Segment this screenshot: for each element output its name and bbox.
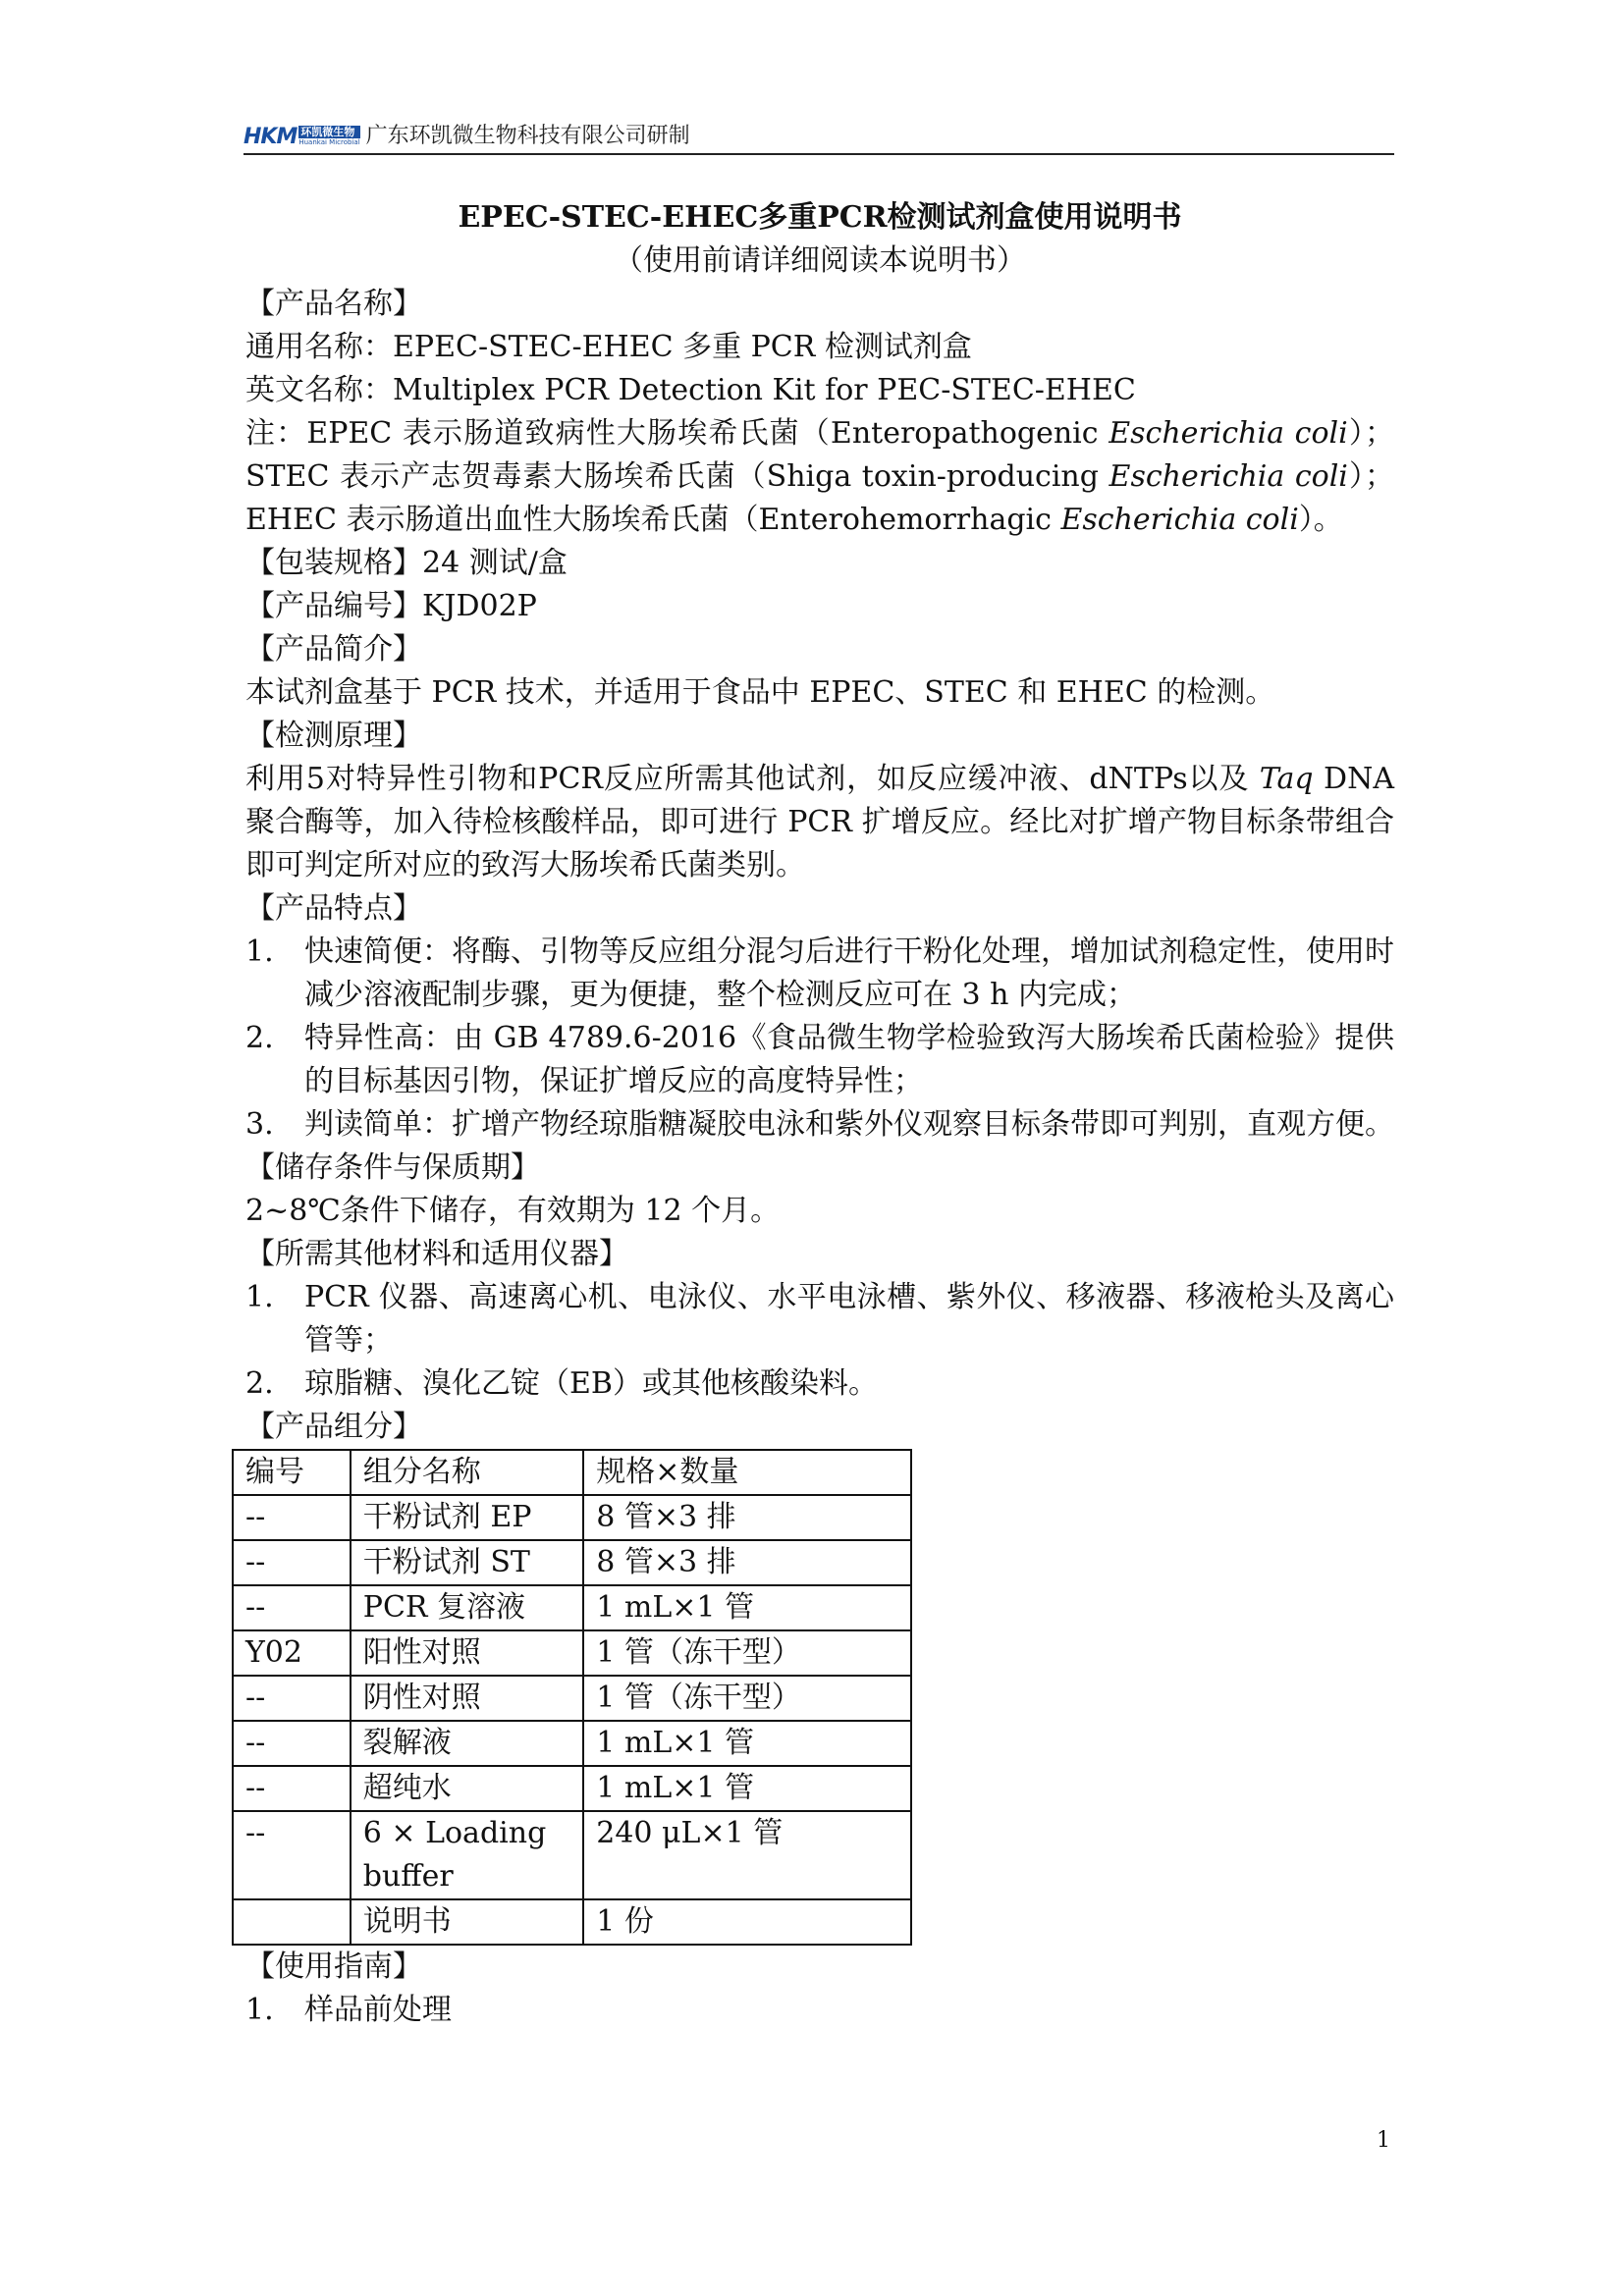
table-row: 说明书 1 份 (233, 1899, 911, 1945)
section-heading-product-name: 【产品名称】 (245, 287, 422, 321)
generic-name: 通用名称：EPEC-STEC-EHEC 多重 PCR 检测试剂盒 (245, 330, 972, 364)
doc-title: EPEC-STEC-EHEC多重PCR检测试剂盒使用说明书 (458, 200, 1182, 235)
page-number: 1 (1377, 2128, 1390, 2153)
package-spec: 【包装规格】24 测试/盒 (245, 546, 568, 580)
page-header (243, 116, 1394, 155)
company-logo (243, 124, 360, 149)
components-table (232, 1449, 912, 1946)
company-name: 广东环凯微生物科技有限公司研制 (365, 124, 690, 148)
intro-text: 本试剂盒基于 PCR 技术，并适用于食品中 EPEC、STEC 和 EHEC 的检测。 (245, 675, 1275, 710)
section-heading-components: 【产品组分】 (245, 1410, 422, 1444)
col-header-code: 编号 (233, 1450, 351, 1495)
table-row: -- 裂解液 1 mL×1 管 (233, 1721, 911, 1766)
table-row: -- 干粉试剂 ST 8 管×3 排 (233, 1540, 911, 1585)
logo-en: Huankai Microbial (298, 138, 360, 146)
table-row: Y02 阳性对照 1 管（冻干型） (233, 1630, 911, 1676)
doc-subtitle: （使用前请详细阅读本说明书） (614, 243, 1026, 278)
section-heading-guide: 【使用指南】 (245, 1949, 422, 1984)
product-code: 【产品编号】KJD02P (245, 589, 537, 623)
table-row: -- 6 × Loading buffer 240 μL×1 管 (233, 1811, 911, 1899)
feature-item: 3. 判读简单：扩增产物经琼脂糖凝胶电泳和紫外仪观察目标条带即可判别，直观方便。 (245, 1107, 1394, 1142)
logo-cn: 环凯微生物 (298, 126, 359, 138)
table-row: -- PCR 复溶液 1 mL×1 管 (233, 1585, 911, 1630)
logo-mark: HKM (243, 124, 298, 149)
material-item: 2. 琼脂糖、溴化乙锭（EB）或其他核酸染料。 (245, 1366, 878, 1401)
english-name: 英文名称：Multiplex PCR Detection Kit for PEC-STEC-EHEC (245, 373, 1136, 407)
section-heading-principle: 【检测原理】 (245, 719, 422, 753)
name-note: 注：EPEC 表示肠道致病性大肠埃希氏菌（Enteropathogenic Escherichia coli）；STEC 表示产志贺毒素大肠埃希氏菌（Shiga toxin-producing Escherichia coli）；EHEC 表示肠道出血性大肠埃希氏菌（Enterohemorrhagic Escherichia coli）。 (245, 416, 1395, 537)
section-heading-intro: 【产品简介】 (245, 632, 422, 667)
table-row: -- 超纯水 1 mL×1 管 (233, 1766, 911, 1811)
section-heading-features: 【产品特点】 (245, 891, 422, 926)
material-item: 1. PCR 仪器、高速离心机、电泳仪、水平电泳槽、紫外仪、移液器、移液枪头及离心管等； (245, 1280, 1394, 1358)
table-row: -- 干粉试剂 EP 8 管×3 排 (233, 1495, 911, 1540)
storage-text: 2~8℃条件下储存，有效期为 12 个月。 (245, 1194, 781, 1228)
table-header-row (233, 1450, 911, 1495)
document-body (245, 196, 1394, 2032)
col-header-spec: 规格×数量 (583, 1450, 911, 1495)
guide-item: 1. 样品前处理 (245, 1993, 452, 2027)
section-heading-materials: 【所需其他材料和适用仪器】 (245, 1237, 628, 1271)
col-header-name: 组分名称 (351, 1450, 583, 1495)
feature-item: 1. 快速简便：将酶、引物等反应组分混匀后进行干粉化处理，增加试剂稳定性，使用时减少溶液配制步骤，更为便捷，整个检测反应可在 3 h 内完成； (245, 934, 1394, 1012)
table-row: -- 阴性对照 1 管（冻干型） (233, 1676, 911, 1721)
principle-text: 利用5对特异性引物和PCR反应所需其他试剂，如反应缓冲液、dNTPs以及 Taq DNA聚合酶等，加入待检核酸样品，即可进行 PCR 扩增反应。经比对扩增产物目标条带组合即可判定所对应的致泻大肠埃希氏菌类别。 (245, 762, 1394, 882)
section-heading-storage: 【储存条件与保质期】 (245, 1150, 540, 1185)
feature-item: 2. 特异性高：由 GB 4789.6-2016《食品微生物学检验致泻大肠埃希氏菌检验》提供的目标基因引物，保证扩增反应的高度特异性； (245, 1021, 1394, 1098)
